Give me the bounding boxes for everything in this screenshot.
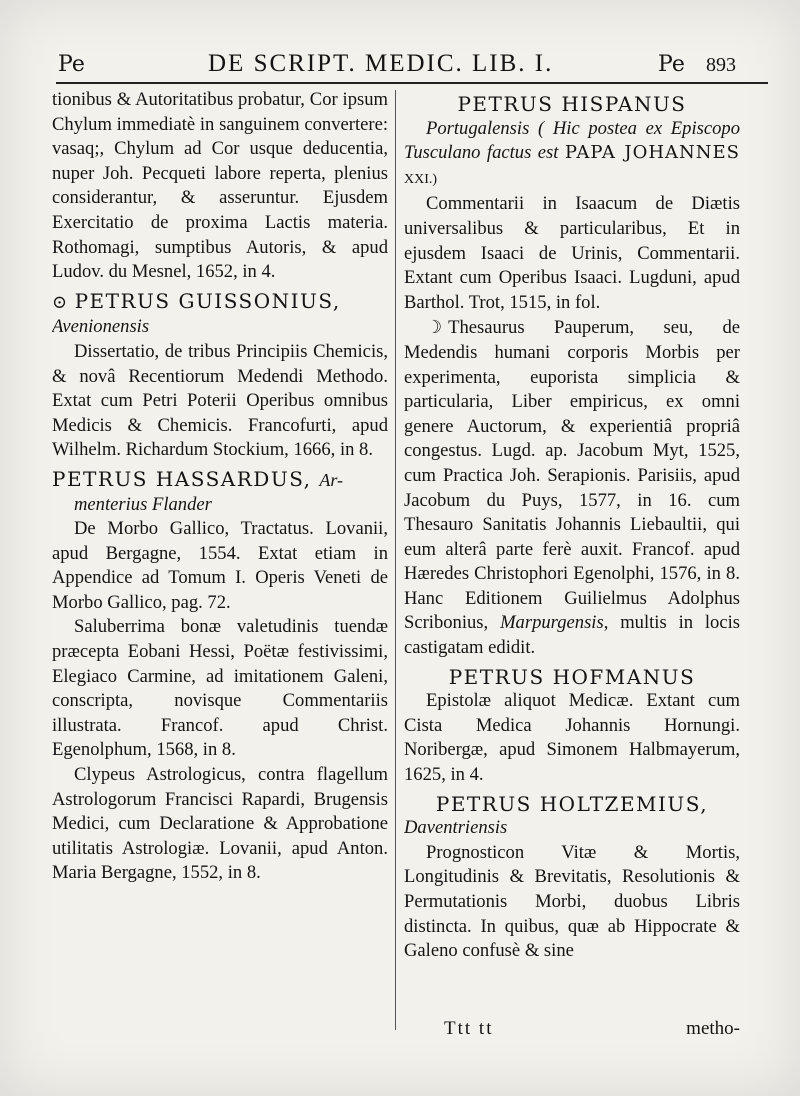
entry-heading-hassardus [52,467,388,493]
entry-paragraph [404,315,740,660]
signature-mark: Ttt tt [444,1018,494,1039]
column-divider [395,90,396,1030]
entry-origin: Portugalensis ( Hic postea ex Episcopo Tusculano factus est [404,117,740,164]
page-number: 893 [706,54,736,76]
entry-paragraph: De Morbo Gallico, Tractatus. Lovanii, apud Bergagne, 1554. Extat etiam in Appendice ad Tomum I. Operis Veneti de Morbo Gallico, pag. 72. [52,518,388,613]
entry-paragraph: Dissertatio, de tribus Principiis Chemicis, & novâ Recentiorum Medendi Methodo. Extat cum Petri Poterii Operibus omnibus Medicis & Chemicis. Francofurti, apud Wilhelm. Richardum Stockium, 1666, in 8. [52,340,388,461]
entry-paragraph: Saluberrima bonæ valetudinis tuendæ præcepta Eobani Hessi, Poëtæ festivissimi, Elegiaco Carmine, ad imitationem Galeni, conscripta, novisque Commentariis illustrata. Francof. apud Christ. Egenolphum, 1568, in 8. [52,616,388,761]
running-head-left: Pe [58,52,85,77]
entry-origin: Avenionensis [52,316,150,338]
heading-text: PETRUS GUISSONIUS, [74,288,341,313]
sun-symbol-icon: ⊙ [52,291,69,313]
left-column [52,88,388,1048]
moon-symbol-icon: ☽ [426,317,443,338]
entry-heading-holtzemius: PETRUS HOLTZEMIUS, [435,791,709,816]
papal-name: PAPA JOHANNES [564,142,740,164]
paragraph-text: Thesaurus Pauperum, seu, de Medendis humani corporis Morbis per experimenta, euporista simplicia & particularia, Liber empiricus, ex omni genere Auctorum, & experientiâ propriâ congestus. Lugd. ap. Jacobum Myt, 1525, cum Practica Joh. Serapionis. Parisiis, apud Jacobum du Puys, 1577, in 16. cum Thesauro Sanitatis Johannis Liebaultii, qui eum alterâ parte ferè auxit. Francof. apud Hæredes Christophori Egenolphi, 1576, in 8. Hanc Editionem Guilielmus Adolphus Scribonius, [404,317,740,634]
continuation-paragraph: tionibus & Autoritatibus probatur, Cor ipsum Chylum immediatè in sanguinem convertere: vasaq;, Chylum ad Cor usque deducentia, nuper Joh. Pecqueti labore reperta, plenius considerantur, & asseruntur. Ejusdem Exercitatio de proxima Lactis materia. Rothomagi, sumptibus Autoris, & apud Ludov. du Mesnel, 1652, in 4. [52,89,388,283]
entry-origin-start: Ar- [319,469,344,490]
entry-origin-block [404,117,740,193]
entry-paragraph: Epistolæ aliquot Medicæ. Extant cum Cista Medica Johannis Hornungi. Noribergæ, apud Simonem Halbmayerum, 1625, in 4. [404,690,740,786]
catchword: metho- [686,1018,740,1039]
papal-numeral: XXI.) [404,171,438,187]
heading-text: PETRUS HASSARDUS, [52,466,312,491]
running-head [40,50,768,90]
right-column [404,88,740,1048]
paragraph-text-end: , multis in locis castigatam edidit. [404,612,740,659]
entry-paragraph: Clypeus Astrologicus, contra flagellum Astrologorum Francisci Rapardi, Brugensis Medici, cum Declaratione & Approbatione utilitatis Astrologiæ. Lovanii, apud Anton. Maria Bergagne, 1552, in 8. [52,764,388,884]
entry-heading-hofmanus: PETRUS HOFMANUS [448,664,696,689]
running-head-right: Pe [658,52,685,77]
entry-origin: Daventriensis [404,817,508,839]
header-rule [56,82,768,84]
entry-heading-hispanus: PETRUS HISPANUS [457,92,687,116]
entry-origin: menterius Flander [74,493,212,515]
running-head-title: DE SCRIPT. MEDIC. LIB. I. [208,50,554,77]
entry-paragraph: Commentarii in Isaacum de Diætis universalibus & particularibus, Et in ejusdem Isaaci de Urinis, Commentarii. Extant cum Operibus Isaaci. Lugduni, apud Barthol. Trot, 1515, in fol. [404,193,740,313]
entry-heading-guissonius [52,289,388,316]
entry-paragraph: Prognosticon Vitæ & Mortis, Longitudinis & Brevitatis, Resolutionis & Permutationis Morbi, duobus Libris distincta. In quibus, quæ ab Hippocrate & Galeno confusè & sine [404,841,740,962]
entry-origin-inline: Marpurgensis [500,612,604,634]
